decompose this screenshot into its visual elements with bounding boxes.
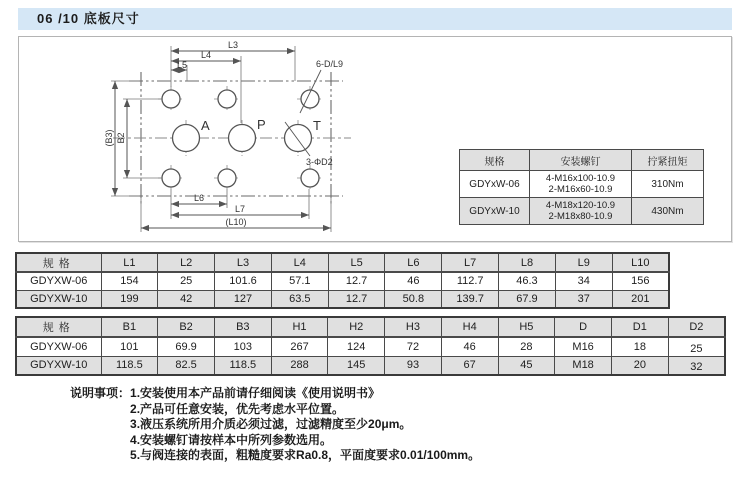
l-dimensions-table <box>15 252 670 309</box>
cell: 46 <box>385 272 442 290</box>
cell: 201 <box>612 290 669 308</box>
model-cell: GDYxW-06 <box>460 171 530 198</box>
screw-spec: 4-M18x120-10.9 <box>545 200 616 211</box>
header-h2: H2 <box>328 317 385 337</box>
cell: 45 <box>498 356 555 375</box>
cell: 124 <box>328 337 385 356</box>
header-d2: D2 <box>668 317 725 337</box>
cell: 25 <box>158 272 215 290</box>
notes-label: 说明事项： <box>70 386 131 400</box>
cell: M18 <box>555 356 612 375</box>
callout-port-holes: 3-ΦD2 <box>306 157 333 167</box>
torque-header-screw: 安装螺钉 <box>530 150 632 171</box>
note-item: 1.安装使用本产品前请仔细阅读《使用说明书》 <box>130 386 381 400</box>
port-label-p: P <box>257 117 266 132</box>
cell: 46 <box>441 337 498 356</box>
header-b2: B2 <box>158 317 215 337</box>
dim-label-l3: L3 <box>227 40 239 50</box>
torque-header-model: 规格 <box>460 150 530 171</box>
cell: 156 <box>612 272 669 290</box>
cell: 118.5 <box>214 356 271 375</box>
dim-label-l4: L4 <box>200 50 212 60</box>
screw-cell <box>530 198 632 225</box>
drawing-panel <box>18 36 732 242</box>
cell: 101 <box>101 337 158 356</box>
cell: 154 <box>101 272 158 290</box>
cell: 69.9 <box>158 337 215 356</box>
cell: 127 <box>215 290 272 308</box>
screw-cell <box>530 171 632 198</box>
cell: 63.5 <box>271 290 328 308</box>
cell: 103 <box>214 337 271 356</box>
header-l7: L7 <box>442 253 499 272</box>
cell: 42 <box>158 290 215 308</box>
cell: 118.5 <box>101 356 158 375</box>
cell: 199 <box>101 290 158 308</box>
note-item: 2.产品可任意安装，优先考虑水平位置。 <box>130 401 345 416</box>
cell: 101.6 <box>215 272 272 290</box>
header-l1: L1 <box>101 253 158 272</box>
cell: 112.7 <box>442 272 499 290</box>
cell: 25 <box>668 337 725 356</box>
screw-spec: 2-M16x60-10.9 <box>548 184 613 195</box>
dim-label-b2: B2 <box>116 132 126 144</box>
notes-section <box>70 386 480 464</box>
note-item: 3.液压系统所用介质必须过滤，过滤精度至少20μm。 <box>130 417 412 431</box>
header-h4: H4 <box>441 317 498 337</box>
torque-row-10 <box>460 198 704 225</box>
cell: 20 <box>611 356 668 375</box>
header-h3: H3 <box>385 317 442 337</box>
b-table-row-10 <box>16 356 725 375</box>
b-table-row-06 <box>16 337 725 356</box>
b-dimensions-table <box>15 316 726 376</box>
model-cell: GDYxW-10 <box>460 198 530 225</box>
header-b1: B1 <box>101 317 158 337</box>
header-l9: L9 <box>555 253 612 272</box>
screw-spec: 4-M16x100-10.9 <box>545 173 616 184</box>
header-l5: L5 <box>328 253 385 272</box>
header-l4: L4 <box>271 253 328 272</box>
cell: 72 <box>385 337 442 356</box>
port-holes <box>173 125 312 152</box>
l-table-row-10 <box>16 290 669 308</box>
header-d1: D1 <box>611 317 668 337</box>
cell: 32 <box>668 356 725 375</box>
header-h5: H5 <box>498 317 555 337</box>
torque-table <box>459 149 704 225</box>
header-spec: 规格 <box>16 317 101 337</box>
dim-label-b3: (B3) <box>104 129 114 147</box>
torque-header-torque: 拧紧扭矩 <box>632 150 704 171</box>
header-spec: 规格 <box>16 253 101 272</box>
header-h1: H1 <box>271 317 328 337</box>
b-table-header-row <box>16 317 725 337</box>
cell: GDYXW-06 <box>16 337 101 356</box>
torque-row-06 <box>460 171 704 198</box>
cell: 67 <box>441 356 498 375</box>
cell: 46.3 <box>499 272 556 290</box>
dim-label-l7: L7 <box>234 204 246 214</box>
header-l10: L10 <box>612 253 669 272</box>
cell: 12.7 <box>328 272 385 290</box>
cell: 82.5 <box>158 356 215 375</box>
header-l8: L8 <box>499 253 556 272</box>
cell: 57.1 <box>271 272 328 290</box>
notes-items <box>130 386 480 464</box>
cell: GDYXW-10 <box>16 290 101 308</box>
port-label-a: A <box>201 118 210 133</box>
page-title: 06 /10 底板尺寸 <box>18 8 732 30</box>
screw-spec: 2-M18x80-10.9 <box>548 211 613 222</box>
cell: 67.9 <box>499 290 556 308</box>
cell: 145 <box>328 356 385 375</box>
dim-label-l6: L6 <box>193 193 205 203</box>
cell: 267 <box>271 337 328 356</box>
header-d: D <box>555 317 612 337</box>
cell: 37 <box>555 290 612 308</box>
cell: 288 <box>271 356 328 375</box>
cell: 34 <box>555 272 612 290</box>
l-table-header-row <box>16 253 669 272</box>
cell: M16 <box>555 337 612 356</box>
cell: 18 <box>611 337 668 356</box>
cell: 139.7 <box>442 290 499 308</box>
header-b3: B3 <box>214 317 271 337</box>
l-table-row-06 <box>16 272 669 290</box>
torque-cell: 310Nm <box>632 171 704 198</box>
header-l2: L2 <box>158 253 215 272</box>
torque-header-row <box>460 150 704 171</box>
dim-label-l5: L5 <box>176 60 188 70</box>
callout-bolt-holes: 6-D/L9 <box>316 59 344 69</box>
port-label-t: T <box>313 118 321 133</box>
dim-label-l10: (L10) <box>225 217 247 227</box>
cell: 12.7 <box>328 290 385 308</box>
cell: 93 <box>385 356 442 375</box>
cell: 28 <box>498 337 555 356</box>
note-item: 5.与阀连接的表面，粗糙度要求Ra0.8，平面度要求0.01/100mm。 <box>130 448 481 462</box>
cell: 50.8 <box>385 290 442 308</box>
header-l6: L6 <box>385 253 442 272</box>
header-l3: L3 <box>215 253 272 272</box>
torque-cell: 430Nm <box>632 198 704 225</box>
note-item: 4.安装螺钉请按样本中所列参数选用。 <box>130 432 333 447</box>
cell: GDYXW-06 <box>16 272 101 290</box>
cell: GDYXW-10 <box>16 356 101 375</box>
